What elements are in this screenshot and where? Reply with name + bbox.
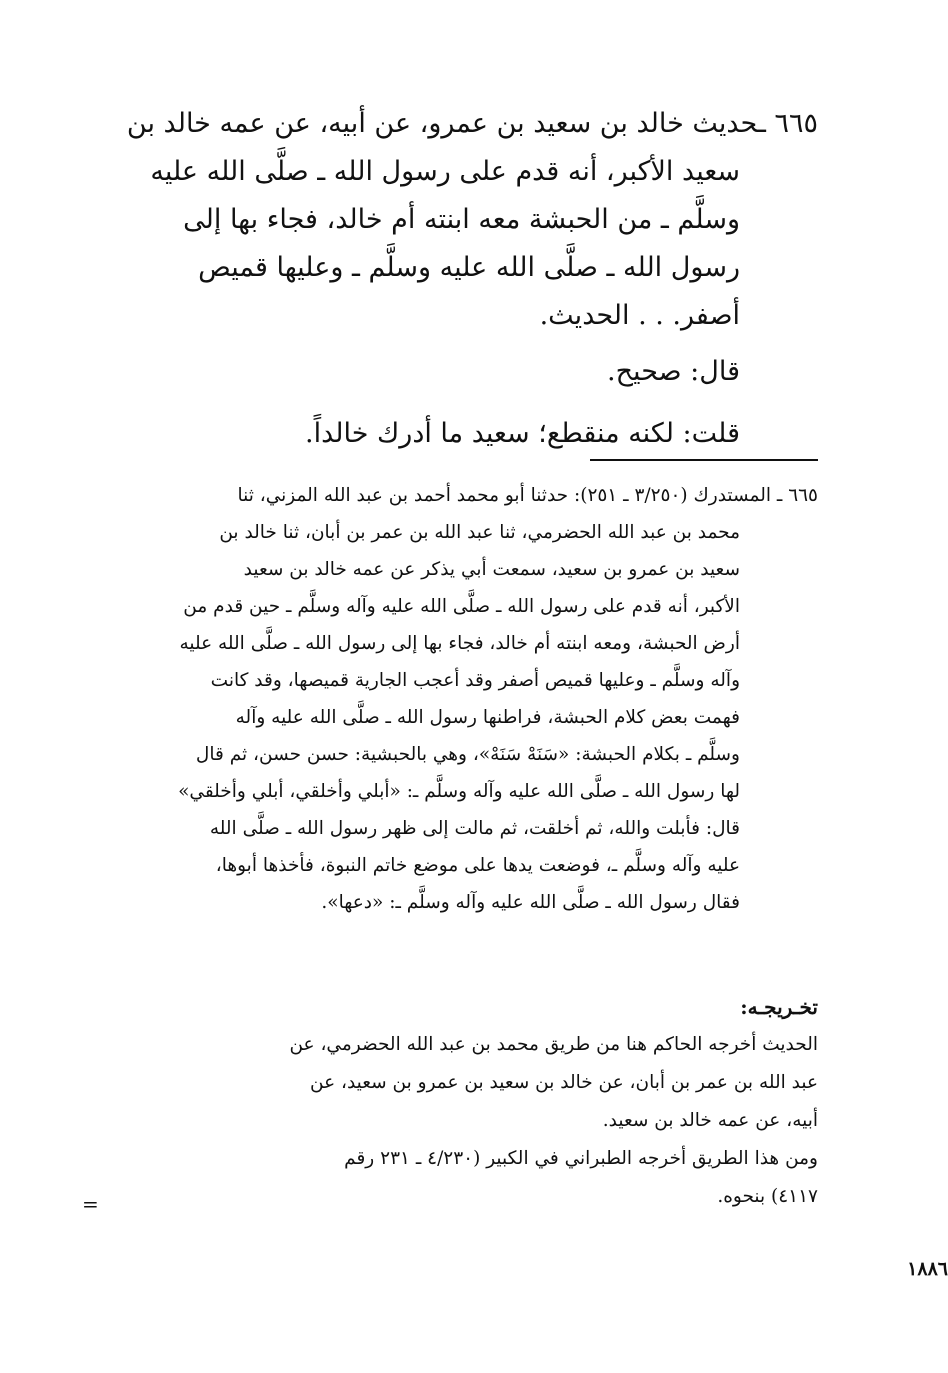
- footnote-line-1: ٦٦٥ ـ المستدرك (٣/٢٥٠ ـ ٢٥١): حدثنا أبو محمد أحمد بن عبد الله المزني، ثنا: [237, 485, 818, 506]
- footnote-line-6: وآله وسلَّم ـ وعليها قميص أصفر وقد أعجب الجارية قميصها، وقد كانت: [210, 670, 740, 691]
- hadith-line-1: ٦٦٥ ـحديث خالد بن سعيد بن عمرو، عن أبيه، عن عمه خالد بن: [126, 108, 818, 139]
- footnote-line-8: وسلَّم ـ بكلام الحبشة: «سَنَهْ سَنَهْ»، وهي بالحبشية: حسن حسن، ثم قال: [195, 744, 740, 765]
- footnote-line-2: محمد بن عبد الله الحضرمي، ثنا عبد الله بن عمر بن أبان، ثنا خالد بن: [219, 522, 740, 543]
- page-number: ١٨٨٦: [907, 1258, 948, 1280]
- footnote-line-4: الأكبر، أنه قدم على رسول الله ـ صلَّى الله عليه وآله وسلَّم ـ حين قدم من: [183, 596, 740, 617]
- takhrij-line-1: الحديث أخرجه الحاكم هنا من طريق محمد بن عبد الله الحضرمي، عن: [289, 1034, 818, 1055]
- takhrij-heading: تخـريجـه:: [740, 995, 818, 1019]
- takhrij-line-2: عبد الله بن عمر بن أبان، عن خالد بن سعيد بن عمرو بن سعيد، عن: [309, 1072, 818, 1093]
- takhrij-section: [118, 988, 818, 1216]
- footnote-line-11: عليه وآله وسلَّم ـ، فوضعت يدها على موضع خاتم النبوة، فأخذها أبوها،: [215, 855, 740, 876]
- verdict-qultu: قلت: لكنه منقطع؛ سعيد ما أدرك خالداً.: [305, 418, 740, 449]
- hadith-number: ٦٦٥ ـ: [757, 108, 818, 139]
- takhrij-line-4: ومن هذا الطريق أخرجه الطبراني في الكبير (٤/٢٣٠ ـ ٢٣١ رقم: [344, 1148, 818, 1169]
- footnote-line-12: فقال رسول الله ـ صلَّى الله عليه وآله وسلَّم ـ: «دعها».: [321, 892, 740, 913]
- hadith-line-2: سعيد الأكبر، أنه قدم على رسول الله ـ صلَّى الله عليه: [150, 156, 740, 187]
- hadith-line-4: رسول الله ـ صلَّى الله عليه وسلَّم ـ وعليها قميص: [198, 252, 740, 283]
- verdict-qala: قال: صحيح.: [607, 356, 740, 387]
- takhrij-line-5: ٤١١٧) بنحوه.: [717, 1186, 818, 1207]
- hadith-line-3: وسلَّم ـ من الحبشة معه ابنته أم خالد، فجاء بها إلى: [183, 204, 740, 235]
- footnote: [118, 477, 818, 921]
- footnote-line-7: فهمت بعض كلام الحبشة، فراطنها رسول الله ـ صلَّى الله عليه وآله: [235, 707, 740, 728]
- footnote-separator: [590, 459, 818, 461]
- hadith-line-5: أصفر. . . الحديث.: [539, 300, 740, 331]
- takhrij-line-3: أبيه، عن عمه خالد بن سعيد.: [602, 1110, 818, 1131]
- continuation-mark: =: [82, 1192, 99, 1216]
- footnote-line-9: لها رسول الله ـ صلَّى الله عليه وآله وسلَّم ـ: «أبلي وأخلقي، أبلي وأخلقي»: [178, 781, 740, 802]
- footnote-number: ٦٦٥ ـ: [776, 485, 818, 506]
- hadith-text: [118, 100, 818, 454]
- footnote-line-5: أرض الحبشة، ومعه ابنته أم خالد، فجاء بها إلى رسول الله ـ صلَّى الله عليه: [179, 633, 740, 654]
- footnote-line-3: سعيد بن عمرو بن سعيد، سمعت أبي يذكر عن عمه خالد بن سعيد: [243, 559, 740, 580]
- footnote-line-10: قال: فأبلت والله، ثم أخلقت، ثم مالت إلى ظهر رسول الله ـ صلَّى الله: [209, 818, 740, 839]
